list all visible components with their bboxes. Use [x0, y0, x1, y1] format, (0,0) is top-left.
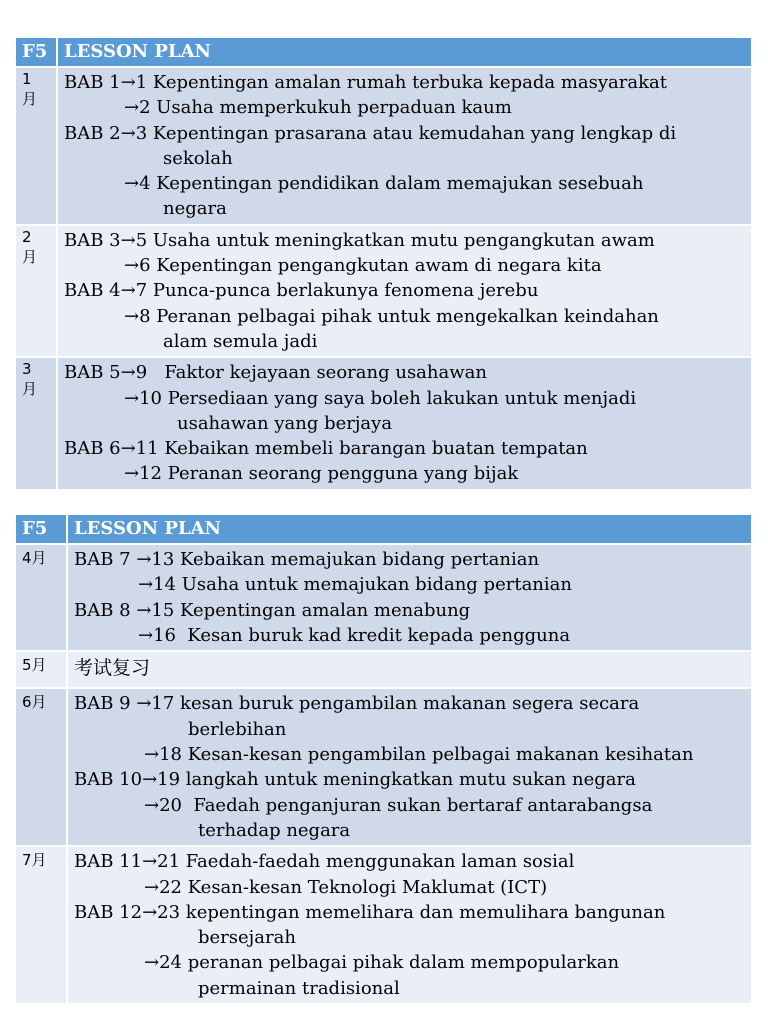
lesson-plan-table-1	[16, 38, 751, 491]
lesson-line: usahawan yang berjaya	[177, 412, 393, 434]
lesson-line: BAB 12→23 kepentingan memelihara dan memulihara bangunan	[74, 901, 666, 923]
table-row	[16, 67, 751, 225]
month-cell: 7月	[16, 846, 67, 1004]
lesson-line: sekolah	[163, 147, 233, 169]
lesson-line: BAB 10→19 langkah untuk meningkatkan mutu sukan negara	[74, 769, 636, 791]
header-title-cell: LESSON PLAN	[67, 515, 751, 544]
content-cell	[57, 225, 751, 357]
lesson-line: BAB 5→9 Faktor kejayaan seorang usahawan	[64, 362, 487, 384]
lesson-line: 考试复习	[74, 657, 151, 680]
lesson-line: BAB 9 →17 kesan buruk pengambilan makanan segera secara	[74, 693, 640, 715]
month-cell: 1 月	[16, 67, 57, 225]
table-row	[16, 651, 751, 688]
lesson-line: →12 Peranan seorang pengguna yang bijak	[124, 463, 519, 485]
month-cell: 5月	[16, 651, 67, 688]
header-form-cell: F5	[16, 515, 67, 544]
lesson-line: →20 Faedah penganjuran sukan bertaraf antarabangsa	[144, 794, 653, 816]
lesson-line: →6 Kepentingan pengangkutan awam di negara kita	[124, 255, 602, 277]
lesson-line: →2 Usaha memperkukuh perpaduan kaum	[124, 97, 512, 119]
month-cell: 6月	[16, 688, 67, 846]
lesson-line: →10 Persediaan yang saya boleh lakukan untuk menjadi	[124, 387, 637, 409]
lesson-line: BAB 11→21 Faedah-faedah menggunakan laman sosial	[74, 851, 575, 873]
content-cell	[67, 688, 751, 846]
header-form-cell: F5	[16, 38, 57, 67]
lesson-line: →4 Kepentingan pendidikan dalam memajukan sesebuah	[124, 173, 644, 195]
lesson-line: BAB 3→5 Usaha untuk meningkatkan mutu pengangkutan awam	[64, 229, 655, 251]
lesson-line: BAB 8 →15 Kepentingan amalan menabung	[74, 599, 471, 621]
lesson-line: BAB 7 →13 Kebaikan memajukan bidang pertanian	[74, 549, 540, 570]
month-cell: 4月	[16, 544, 67, 651]
table-header	[16, 515, 751, 544]
lesson-line: →14 Usaha untuk memajukan bidang pertanian	[138, 574, 572, 596]
table-row	[16, 225, 751, 357]
header-title-cell: LESSON PLAN	[57, 38, 751, 67]
lesson-line: BAB 4→7 Punca-punca berlakunya fenomena jerebu	[64, 280, 539, 302]
lesson-line: BAB 6→11 Kebaikan membeli barangan buatan tempatan	[64, 438, 588, 460]
table-row	[16, 846, 751, 1004]
table-row	[16, 544, 751, 651]
lesson-line: →8 Peranan pelbagai pihak untuk mengekalkan keindahan	[124, 305, 659, 327]
content-cell	[57, 357, 751, 489]
content-cell	[67, 544, 751, 651]
lesson-line: →18 Kesan-kesan pengambilan pelbagai makanan kesihatan	[144, 744, 694, 766]
lesson-line: BAB 2→3 Kepentingan prasarana atau kemudahan yang lengkap di	[64, 122, 677, 144]
lesson-line: alam semula jadi	[163, 330, 318, 352]
lesson-line: permainan tradisional	[198, 977, 400, 999]
content-cell	[67, 846, 751, 1004]
month-cell: 2 月	[16, 225, 57, 357]
lesson-line: berlebihan	[188, 718, 287, 740]
table-row	[16, 688, 751, 846]
content-cell	[57, 67, 751, 225]
lesson-line: BAB 1→1 Kepentingan amalan rumah terbuka kepada masyarakat	[64, 72, 667, 93]
table-row	[16, 357, 751, 489]
lesson-line: →22 Kesan-kesan Teknologi Maklumat (ICT)	[144, 876, 548, 898]
lesson-line: bersejarah	[198, 927, 296, 949]
lesson-plan-table-2	[16, 515, 751, 1005]
month-cell: 3 月	[16, 357, 57, 489]
table-header	[16, 38, 751, 67]
content-cell	[67, 651, 751, 688]
lesson-line: →24 peranan pelbagai pihak dalam mempopularkan	[144, 952, 620, 974]
lesson-line: negara	[163, 198, 227, 220]
lesson-line: terhadap negara	[198, 819, 351, 841]
lesson-line: →16 Kesan buruk kad kredit kepada pengguna	[138, 624, 571, 646]
